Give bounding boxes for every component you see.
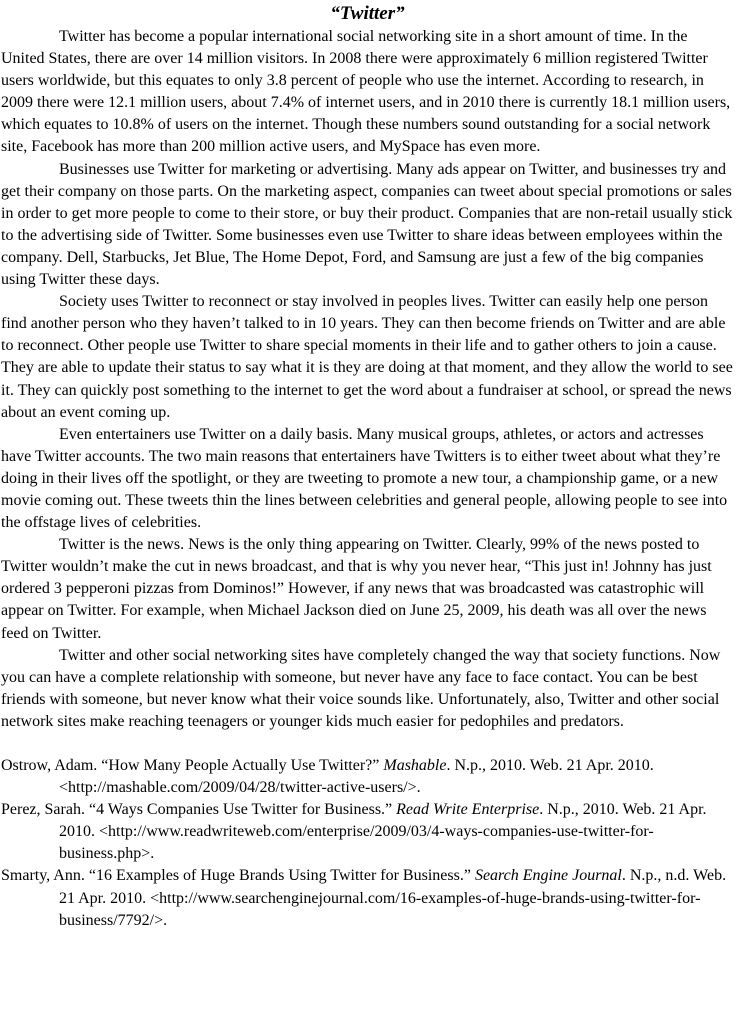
reference-source: Search Engine Journal	[474, 867, 622, 885]
paragraph-society: Society uses Twitter to reconnect or stay involved in peoples lives. Twitter can easily help one person find another person who they haven’t talked to in 10 years. They can then become friends on Twitter and are able to reconnect. Other people use Twitter to share special moments in their life and to gather others to join a cause. They are able to update their status to say what it is they are doing at that moment, and they allow the world to see it. They can quickly post something to the internet to get the word about a fundraiser at school, or spread the news about an event coming up.	[1, 293, 733, 421]
reference-text: . N.p., n.d. Web. 21 Apr. 2010. <http://www.searchenginejournal.com/16-examples-of-huge-brands-using-twitter-for-business/7792/>.	[59, 867, 727, 929]
paragraph-intro: Twitter has become a popular international social networking site in a short amount of time. In the United States, there are over 14 million visitors. In 2008 there were approximately 6 million registered Twitter users worldwide, but this equates to only 3.8 percent of people who use the internet. According to research, in 2009 there were 12.1 million users, about 7.4% of internet users, and in 2010 there is currently 18.1 million users, which equates to 10.8% of users on the internet. Though these numbers sound outstanding for a social network site, Facebook has more than 200 million active users, and MySpace has even more.	[1, 28, 731, 156]
document-title: “Twitter”	[330, 3, 405, 24]
paragraph-news: Twitter is the news. News is the only thing appearing on Twitter. Clearly, 99% of the news posted to Twitter wouldn’t make the cut in news broadcast, and that is why you never hear, “This just in! Johnny has just ordered 3 pepperoni pizzas from Dominos!” However, if any news that was broadcasted was catastrophic will appear on Twitter. For example, when Michael Jackson died on June 25, 2009, his death was all over the news feed on Twitter.	[1, 536, 712, 642]
reference-entry	[1, 865, 734, 931]
reference-entry	[1, 799, 734, 865]
reference-source: Read Write Enterprise	[396, 801, 540, 819]
reference-text: Ostrow, Adam. “How Many People Actually Use Twitter?”	[1, 757, 384, 774]
reference-entry	[1, 755, 734, 799]
paragraph-entertainers: Even entertainers use Twitter on a daily basis. Many musical groups, athletes, or actors and actresses have Twitter accounts. The two main reasons that entertainers have Twitters is to either tweet about what they’re doing in their lives off the spotlight, or they are tweeting to promote a new tour, a championship game, or a new movie coming out. These tweets thin the lines between celebrities and general people, allowing people to see into the offstage lives of celebrities.	[1, 425, 728, 532]
reference-text: . N.p., 2010. Web. 21 Apr. 2010. <http://mashable.com/2009/04/28/twitter-active-users/>.	[59, 757, 654, 797]
works-cited	[1, 755, 734, 932]
reference-text: . N.p., 2010. Web. 21 Apr. 2010. <http://www.readwriteweb.com/enterprise/2009/03/4-ways-companies-use-twitter-for-business.php>.	[59, 801, 707, 863]
reference-text: Perez, Sarah. “4 Ways Companies Use Twitter for Business.”	[1, 801, 397, 819]
paragraph-businesses: Businesses use Twitter for marketing or advertising. Many ads appear on Twitter, and businesses try and get their company on those parts. On the marketing aspect, companies can tweet about special promotions or sales in order to get more people to come to their store, or buy their product. Companies that are non-retail usually stick to the advertising side of Twitter. Some businesses even use Twitter to share ideas between employees within the company. Dell, Starbucks, Jet Blue, The Home Depot, Ford, and Samsung are just a few of the big companies using Twitter these days.	[1, 160, 733, 289]
reference-text: Smarty, Ann. “16 Examples of Huge Brands Using Twitter for Business.”	[1, 867, 475, 885]
reference-source: Mashable	[383, 757, 447, 774]
paragraph-conclusion: Twitter and other social networking sites have completely changed the way that society functions. Now you can have a complete relationship with someone, but never have any face to face contact. You can be best friends with someone, but never know what their voice sounds like. Unfortunately, also, Twitter and other social network sites make reaching teenagers or younger kids much easier for pedophiles and predators.	[1, 646, 721, 730]
